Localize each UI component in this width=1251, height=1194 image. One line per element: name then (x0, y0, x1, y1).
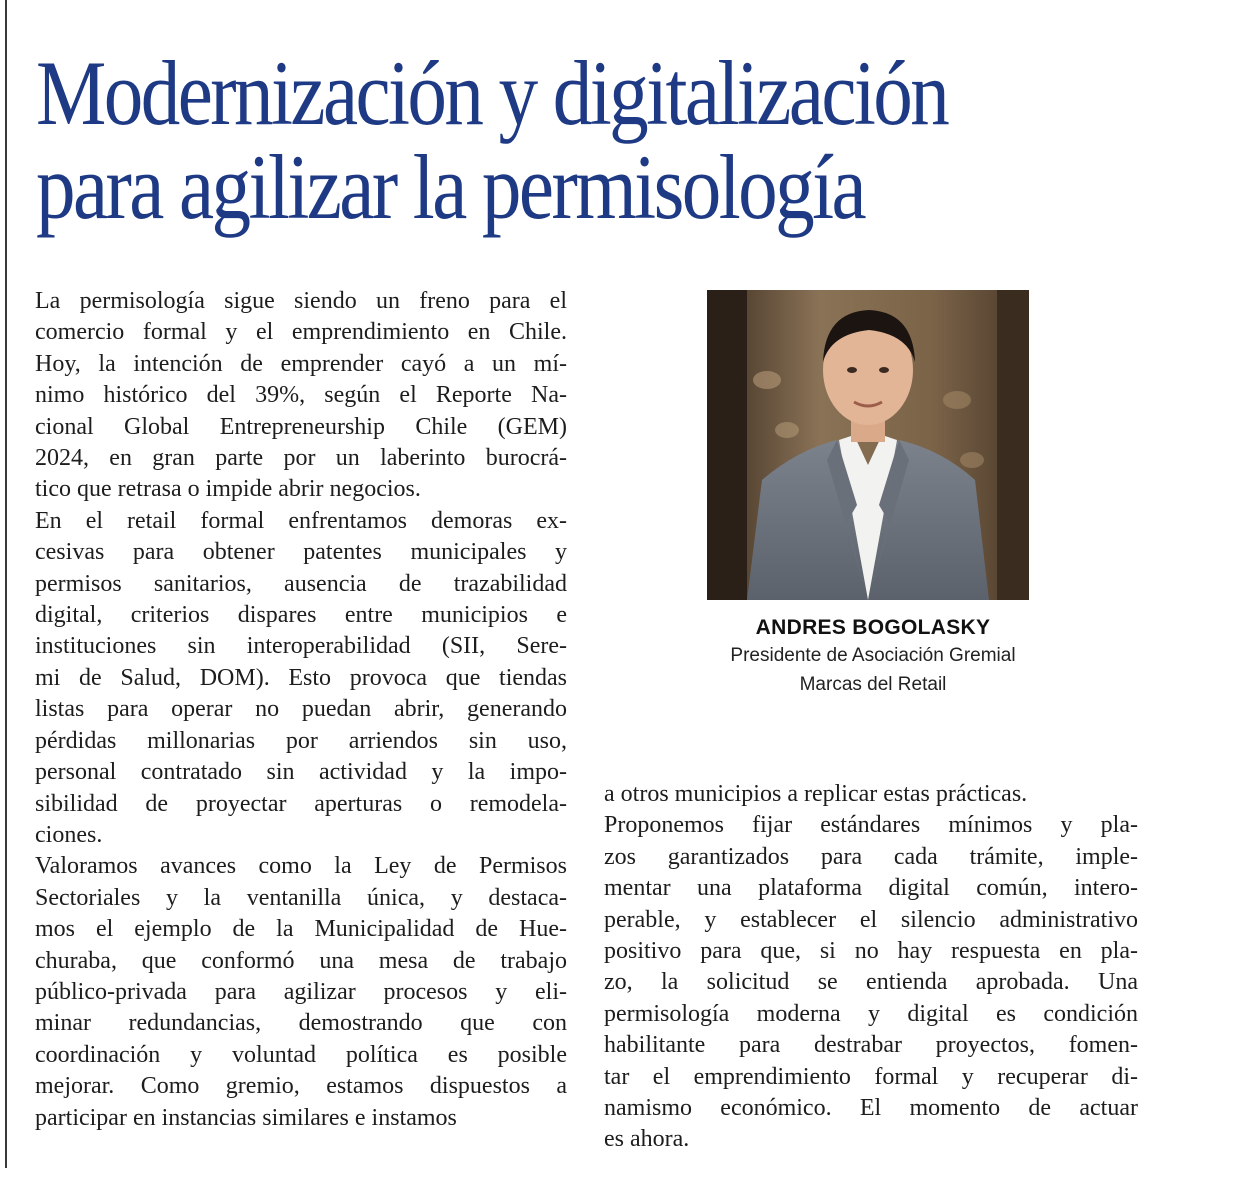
author-role-line-2: Marcas del Retail (799, 674, 947, 695)
body-text-line: Sectoriales y la ventanilla única, y destaca- (35, 884, 567, 911)
body-text-line: zos garantizados para cada trámite, imple- (604, 843, 1138, 870)
body-text-line: positivo para que, si no hay respuesta en pla- (604, 938, 1138, 965)
body-text-line: cional Global Entrepreneurship Chile (GEM) (35, 413, 567, 440)
body-text-line: namismo económico. El momento de actuar (604, 1095, 1138, 1122)
author-role-line-1: Presidente de Asociación Gremial (730, 645, 1016, 666)
author-caption (680, 614, 1066, 699)
body-text-line: mentar una plataforma digital común, intero- (604, 875, 1138, 902)
article-body-right-column (604, 779, 1138, 1156)
body-text-line: minar redundancias, demostrando que con (35, 1010, 567, 1037)
body-text-line: público-privada para agilizar procesos y eli- (35, 978, 567, 1005)
body-text-line: sibilidad de proyectar aperturas o remodela- (35, 790, 567, 817)
body-text-line: participar en instancias similares e instamos (35, 1104, 457, 1131)
article-body-left-column (35, 286, 567, 1134)
body-text-line: perable, y establecer el silencio administrativo (604, 906, 1138, 933)
body-text-line: ciones. (35, 821, 103, 848)
article-headline (36, 42, 1051, 238)
body-text-line: La permisología sigue siendo un freno para el (35, 288, 567, 314)
body-text-line: Hoy, la intención de emprender cayó a un mí- (35, 350, 567, 377)
body-text-line: tico que retrasa o impide abrir negocios. (35, 476, 421, 503)
headline-line-1: Modernización y digitalización (36, 42, 948, 144)
body-text-line: zo, la solicitud se entienda aprobada. Una (604, 969, 1138, 996)
body-text-line: instituciones sin interoperabilidad (SII, Sere- (35, 633, 567, 660)
author-photo (707, 290, 1029, 600)
headline-line-2: para agilizar la permisología (36, 136, 865, 238)
body-text-line: digital, criterios dispares entre municipios e (35, 602, 567, 629)
body-text-line: habilitante para destrabar proyectos, fomen- (604, 1032, 1138, 1059)
body-text-line: churaba, que conformó una mesa de trabajo (35, 947, 567, 974)
body-text-line: mos el ejemplo de la Municipalidad de Hue- (35, 916, 567, 943)
body-text-line: a otros municipios a replicar estas prácticas. (604, 781, 1028, 807)
body-text-line: nimo histórico del 39%, según el Reporte Na- (35, 382, 567, 409)
column-rule (5, 0, 7, 1168)
body-text-line: personal contratado sin actividad y la impo- (35, 759, 567, 786)
body-text-line: tar el emprendimiento formal y recuperar di- (604, 1063, 1138, 1090)
body-text-line: es ahora. (604, 1126, 690, 1153)
body-text-line: cesivas para obtener patentes municipales y (35, 539, 567, 566)
body-text-line: 2024, en gran parte por un laberinto burocrá- (35, 445, 567, 472)
body-text-line: permisología moderna y digital es condición (604, 1000, 1138, 1027)
author-portrait-image (707, 290, 1029, 600)
author-name: ANDRES BOGOLASKY (755, 616, 991, 639)
body-text-line: Valoramos avances como la Ley de Permisos (35, 853, 567, 880)
body-text-line: pérdidas millonarias por arriendos sin uso, (35, 727, 567, 754)
body-text-line: coordinación y voluntad política es posible (35, 1041, 567, 1068)
body-text-line: En el retail formal enfrentamos demoras ex- (35, 507, 567, 534)
body-text-line: mi de Salud, DOM). Esto provoca que tiendas (35, 664, 567, 691)
body-text-line: listas para operar no puedan abrir, generando (35, 696, 567, 723)
body-text-line: Proponemos fijar estándares mínimos y pla- (604, 812, 1138, 839)
body-text-line: mejorar. Como gremio, estamos dispuestos a (35, 1073, 567, 1100)
body-text-line: permisos sanitarios, ausencia de trazabilidad (35, 570, 567, 597)
body-text-line: comercio formal y el emprendimiento en Chile. (35, 319, 567, 346)
